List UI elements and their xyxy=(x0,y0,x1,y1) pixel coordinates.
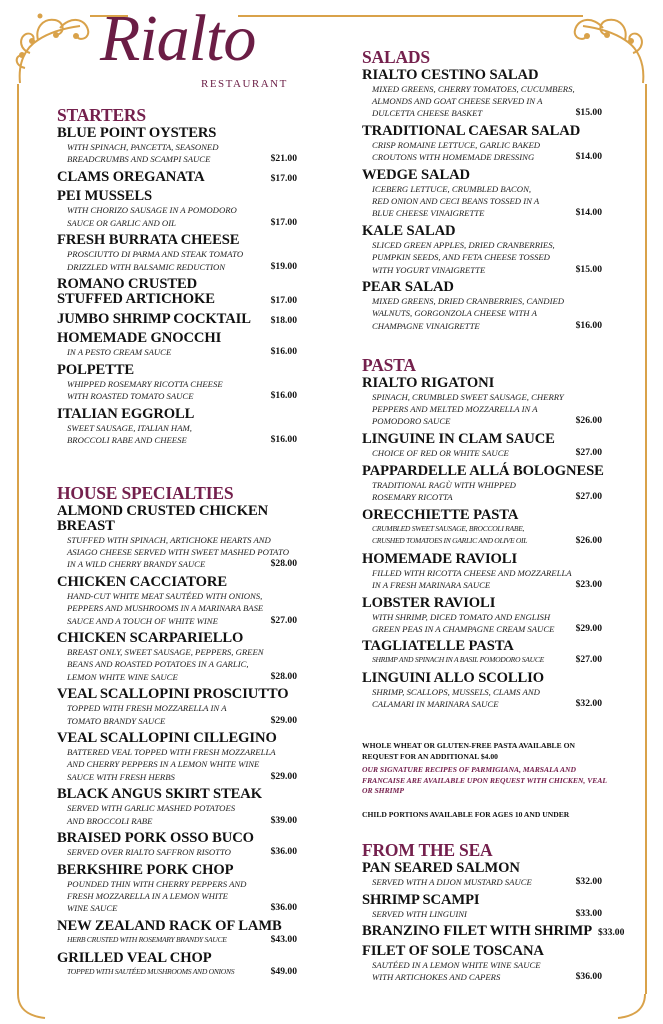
item-name: HOMEMADE RAVIOLI xyxy=(362,550,518,567)
border-right xyxy=(645,84,647,994)
item-price: $14.00 xyxy=(575,151,602,163)
menu-item xyxy=(57,731,299,783)
item-description: HAND-CUT WHITE MEAT SAUTÉED WITH ONIONS, xyxy=(67,591,263,602)
item-price: $29.00 xyxy=(270,714,297,726)
item-price: $26.00 xyxy=(575,415,602,427)
item-description: BREAST ONLY, SWEET SAUSAGE, PEPPERS, GREEN xyxy=(67,647,264,658)
note-gluten-free: WHOLE WHEAT OR GLUTEN-FREE PASTA AVAILABLE ON REQUEST FOR AN ADDITIONAL $4.00 xyxy=(362,741,575,761)
item-description: AND CHERRY PEPPERS IN A LEMON WHITE WINE xyxy=(67,759,260,770)
item-description: LEMON WHITE WINE SAUCE xyxy=(67,671,178,682)
item-price: $29.00 xyxy=(575,622,602,634)
item-name: HOMEMADE GNOCCHI xyxy=(57,330,222,347)
item-name: PEAR SALAD xyxy=(362,279,454,296)
menu-item xyxy=(57,233,299,272)
item-description: BEANS AND ROASTED POTATOES IN A GARLIC, xyxy=(67,659,249,670)
item-description: HERB CRUSTED WITH ROSEMARY BRANDY SAUCE xyxy=(67,935,227,945)
item-price: $32.00 xyxy=(575,876,602,887)
note-signature-recipes: OUR SIGNATURE RECIPES OF PARMIGIANA, MARSALA AND FRANCAISE ARE AVAILABLE UPON REQUEST WITH CHICKEN, VEAL OR SHRIMP xyxy=(362,765,607,795)
note-child-portions: CHILD PORTIONS AVAILABLE FOR AGES 10 AND UNDER xyxy=(362,810,570,819)
item-price: $14.00 xyxy=(575,207,602,219)
item-description: SWEET SAUSAGE, ITALIAN HAM, xyxy=(67,422,192,433)
corner-flourish-icon xyxy=(10,994,50,1024)
section-salads xyxy=(362,48,604,336)
item-description: BROCCOLI RABE AND CHEESE xyxy=(67,435,187,446)
item-name: TRADITIONAL CAESAR SALAD xyxy=(362,123,581,140)
item-price: $32.00 xyxy=(575,698,602,710)
menu-item xyxy=(57,919,299,946)
item-row xyxy=(362,264,604,276)
item-row xyxy=(57,346,299,358)
item-description: FRESH MOZZARELLA IN A LEMON WHITE xyxy=(67,891,228,902)
menu-item xyxy=(57,277,299,307)
item-row xyxy=(57,671,299,683)
menu-item xyxy=(57,312,299,327)
item-name: POLPETTE xyxy=(57,361,135,378)
item-name: SHRIMP SCAMPI xyxy=(362,891,480,908)
item-name: LINGUINE IN CLAM SAUCE xyxy=(362,431,555,448)
item-name: VEAL SCALLOPINI PROSCIUTTO xyxy=(57,686,289,703)
item-description: SAUCE WITH FRESH HERBS xyxy=(67,771,175,782)
item-row xyxy=(362,923,625,940)
section-starters xyxy=(57,106,299,451)
item-name: CHICKEN CACCIATORE xyxy=(57,574,227,591)
logo-wordmark: Rialto xyxy=(100,2,256,75)
item-name: TAGLIATELLE PASTA xyxy=(362,638,514,655)
item-description: POMODORO SAUCE xyxy=(372,416,451,427)
menu-item xyxy=(57,126,299,165)
menu-item xyxy=(57,863,299,915)
item-description: SHRIMP AND SPINACH IN A BASIL POMODORO SAUCE xyxy=(372,655,544,665)
item-name: NEW ZEALAND RACK OF LAMB xyxy=(57,918,282,935)
item-name: KALE SALAD xyxy=(362,223,456,240)
item-name: BRAISED PORK OSSO BUCO xyxy=(57,830,254,847)
item-row xyxy=(362,971,604,983)
item-price: $28.00 xyxy=(270,558,297,570)
item-row xyxy=(57,902,299,914)
menu-item xyxy=(57,189,299,228)
item-description: PEPPERS AND MELTED MOZZARELLA IN A xyxy=(372,404,538,415)
menu-item xyxy=(362,432,604,459)
item-name: BERKSHIRE PORK CHOP xyxy=(57,861,234,878)
item-price: $26.00 xyxy=(575,534,602,546)
item-price: $43.00 xyxy=(270,934,297,946)
item-description: ICEBERG LETTUCE, CRUMBLED BACON, xyxy=(372,184,532,195)
item-row xyxy=(362,623,604,635)
item-description: FILLED WITH RICOTTA CHEESE AND MOZZARELLA xyxy=(372,567,572,578)
menu-item xyxy=(57,687,299,726)
item-row xyxy=(57,715,299,727)
item-name: CHICKEN SCARPARIELLO xyxy=(57,630,244,647)
item-description: WITH SHRIMP, DICED TOMATO AND ENGLISH xyxy=(372,611,551,622)
item-description: ROSEMARY RICOTTA xyxy=(372,492,453,503)
item-name: GRILLED VEAL CHOP xyxy=(57,949,212,966)
item-row xyxy=(362,579,604,591)
item-row xyxy=(57,312,299,327)
section-title: PASTA xyxy=(362,355,416,375)
item-price: $27.00 xyxy=(575,491,602,503)
item-description: SLICED GREEN APPLES, DRIED CRANBERRIES, xyxy=(372,240,555,251)
item-name: ITALIAN EGGROLL xyxy=(57,405,195,422)
menu-item xyxy=(362,224,604,276)
item-row xyxy=(362,107,604,119)
item-name: WEDGE SALAD xyxy=(362,167,470,184)
item-name: PAPPARDELLE ALLÁ BOLOGNESE xyxy=(362,462,604,479)
item-price: $36.00 xyxy=(270,902,297,914)
item-price: $27.00 xyxy=(575,654,602,666)
item-price: $27.00 xyxy=(270,614,297,626)
item-description: MIXED GREENS, CHERRY TOMATOES, CUCUMBERS, xyxy=(372,84,575,94)
item-description: SERVED WITH A DIJON MUSTARD SAUCE xyxy=(372,877,532,887)
menu-item xyxy=(362,596,604,635)
item-row xyxy=(362,535,604,547)
item-description: BREADCRUMBS AND SCAMPI SAUCE xyxy=(67,154,211,165)
item-description: CRISP ROMAINE LETTUCE, GARLIC BAKED xyxy=(372,140,541,151)
item-name: BLUE POINT OYSTERS xyxy=(57,125,217,141)
menu-item xyxy=(57,331,299,358)
item-price: $15.00 xyxy=(575,107,602,119)
item-description: WITH ROASTED TOMATO SAUCE xyxy=(67,391,194,402)
item-name: BLACK ANGUS SKIRT STEAK xyxy=(57,786,262,803)
menu-item xyxy=(57,504,299,571)
item-price: $49.00 xyxy=(270,965,297,977)
item-row xyxy=(57,277,299,307)
item-description: IN A FRESH MARINARA SAUCE xyxy=(372,579,491,590)
menu-item xyxy=(362,464,604,503)
item-description: PUMPKIN SEEDS, AND FETA CHEESE TOSSED xyxy=(372,252,550,263)
item-description: CRUSHED TOMATOES IN GARLIC AND OLIVE OIL xyxy=(372,535,528,545)
item-description: CHOICE OF RED OR WHITE SAUCE xyxy=(372,448,509,459)
item-price: $33.00 xyxy=(598,927,625,939)
item-description: IN A WILD CHERRY BRANDY SAUCE xyxy=(67,559,206,570)
item-row xyxy=(57,558,299,570)
item-price: $18.00 xyxy=(270,314,297,326)
menu-item xyxy=(57,363,299,402)
item-description: TRADITIONAL RAGÙ WITH WHIPPED xyxy=(372,479,516,490)
item-description: SAUCE AND A TOUCH OF WHITE WINE xyxy=(67,615,218,626)
item-description: BATTERED VEAL TOPPED WITH FRESH MOZZARELLA xyxy=(67,747,276,758)
item-row xyxy=(57,153,299,165)
item-name: RIALTO CESTINO SALAD xyxy=(362,67,539,83)
item-price: $17.00 xyxy=(270,295,297,307)
menu-item xyxy=(362,893,604,920)
item-row xyxy=(57,261,299,273)
item-description: SERVED WITH LINGUINI xyxy=(372,908,467,919)
item-price: $29.00 xyxy=(270,770,297,782)
item-row xyxy=(57,390,299,402)
left-column xyxy=(57,0,299,1024)
item-description: CALAMARI IN MARINARA SAUCE xyxy=(372,699,499,710)
item-description: WITH SPINACH, PANCETTA, SEASONED xyxy=(67,142,219,152)
item-description: MIXED GREENS, DRIED CRANBERRIES, CANDIED xyxy=(372,296,565,307)
section-from-the-sea xyxy=(362,840,625,988)
item-row xyxy=(57,434,299,446)
menu-item xyxy=(362,923,625,940)
menu-item xyxy=(362,280,604,332)
item-description: IN A PESTO CREAM SAUCE xyxy=(67,347,172,358)
section-title: SALADS xyxy=(362,47,430,67)
item-description: CHAMPAGNE VINAIGRETTE xyxy=(372,320,480,331)
item-row xyxy=(362,654,604,666)
menu-item xyxy=(362,861,604,888)
item-name: LINGUINI ALLO SCOLLIO xyxy=(362,670,544,687)
item-description: ASIAGO CHEESE SERVED WITH SWEET MASHED POTATO xyxy=(67,547,289,558)
menu-item xyxy=(57,951,299,978)
item-row xyxy=(362,698,604,710)
item-price: $16.00 xyxy=(270,390,297,402)
right-column xyxy=(362,0,625,1024)
item-description: WITH ARTICHOKES AND CAPERS xyxy=(372,972,501,983)
item-name: ALMOND CRUSTED CHICKEN BREAST xyxy=(57,503,269,534)
item-description: ALMONDS AND GOAT CHEESE SERVED IN A xyxy=(372,96,543,107)
item-description: DULCETTA CHEESE BASKET xyxy=(372,108,483,119)
menu-item xyxy=(362,68,604,120)
item-description: WALNUTS, GORGONZOLA CHEESE WITH A xyxy=(372,308,537,319)
item-description: CROUTONS WITH HOMEMADE DRESSING xyxy=(372,152,535,163)
item-description: SERVED OVER RIALTO SAFFRON RISOTTO xyxy=(67,847,231,858)
item-row xyxy=(362,151,604,163)
item-row xyxy=(362,320,604,332)
item-name: LOBSTER RAVIOLI xyxy=(362,594,496,611)
menu-item xyxy=(57,170,299,185)
item-name: ROMANO CRUSTED STUFFED ARTICHOKE xyxy=(57,276,215,308)
item-name: JUMBO SHRIMP COCKTAIL xyxy=(57,310,251,327)
section-title: STARTERS xyxy=(57,105,146,125)
section-pasta xyxy=(362,356,604,715)
item-price: $15.00 xyxy=(575,263,602,275)
menu-item xyxy=(362,168,604,220)
item-price: $27.00 xyxy=(575,447,602,459)
item-price: $28.00 xyxy=(270,670,297,682)
menu-item xyxy=(57,787,299,826)
item-row xyxy=(57,217,299,229)
menu-item xyxy=(362,376,604,428)
item-row xyxy=(57,966,299,978)
item-name: RIALTO RIGATONI xyxy=(362,375,495,391)
menu-item xyxy=(362,124,604,163)
item-description: AND BROCCOLI RABE xyxy=(67,815,153,826)
item-name: CLAMS OREGANATA xyxy=(57,168,205,185)
item-description: STUFFED WITH SPINACH, ARTICHOKE HEARTS AND xyxy=(67,535,271,545)
menu-item xyxy=(362,671,604,710)
item-description: SAUTÉED IN A LEMON WHITE WINE SAUCE xyxy=(372,959,541,970)
item-name: FILET OF SOLE TOSCANA xyxy=(362,942,544,959)
item-name: FRESH BURRATA CHEESE xyxy=(57,232,240,249)
menu-item xyxy=(362,944,604,983)
item-description: PEPPERS AND MUSHROOMS IN A MARINARA BASE xyxy=(67,603,264,614)
item-description: RED ONION AND CECI BEANS TOSSED IN A xyxy=(372,196,540,207)
item-description: TOPPED WITH FRESH MOZZARELLA IN A xyxy=(67,703,227,714)
item-price: $17.00 xyxy=(270,172,297,184)
item-row xyxy=(362,415,604,427)
item-row xyxy=(362,207,604,219)
item-name: ORECCHIETTE PASTA xyxy=(362,506,519,523)
menu-item xyxy=(57,831,299,858)
item-name: PEI MUSSELS xyxy=(57,188,153,205)
item-row xyxy=(57,771,299,783)
item-row xyxy=(362,876,604,888)
item-price: $36.00 xyxy=(575,971,602,983)
menu-item xyxy=(57,407,299,446)
menu-item xyxy=(362,552,604,591)
item-name: BRANZINO FILET WITH SHRIMP xyxy=(362,923,593,940)
item-description: CRUMBLED SWEET SAUSAGE, BROCCOLI RABE, xyxy=(372,523,525,533)
logo-subtitle: RESTAURANT xyxy=(201,78,288,90)
item-description: SHRIMP, SCALLOPS, MUSSELS, CLAMS AND xyxy=(372,687,540,698)
item-row xyxy=(362,447,604,459)
item-row xyxy=(57,815,299,827)
item-description: SAUCE OR GARLIC AND OIL xyxy=(67,217,176,228)
item-description: WHIPPED ROSEMARY RICOTTA CHEESE xyxy=(67,378,223,389)
item-price: $33.00 xyxy=(575,907,602,919)
item-name: PAN SEARED SALMON xyxy=(362,860,520,876)
item-description: WITH YOGURT VINAIGRETTE xyxy=(372,264,486,275)
menu-item xyxy=(362,639,604,666)
item-price: $21.00 xyxy=(270,153,297,165)
section-title: FROM THE SEA xyxy=(362,840,493,860)
item-description: WINE SAUCE xyxy=(67,903,118,914)
menu-item xyxy=(57,631,299,683)
item-price: $16.00 xyxy=(575,319,602,331)
border-left xyxy=(17,84,19,994)
section-title: HOUSE SPECIALTIES xyxy=(57,483,234,503)
item-price: $19.00 xyxy=(270,260,297,272)
menu-item xyxy=(362,508,604,547)
item-row xyxy=(362,908,604,920)
item-price: $16.00 xyxy=(270,346,297,358)
item-description: PROSCIUTTO DI PARMA AND STEAK TOMATO xyxy=(67,249,244,260)
item-name: VEAL SCALLOPINI CILLEGINO xyxy=(57,730,277,747)
item-price: $23.00 xyxy=(575,578,602,590)
item-price: $39.00 xyxy=(270,814,297,826)
item-description: DRIZZLED WITH BALSAMIC REDUCTION xyxy=(67,261,226,272)
item-description: TOPPED WITH SAUTÉED MUSHROOMS AND ONIONS xyxy=(67,966,235,976)
item-price: $17.00 xyxy=(270,216,297,228)
menu-item xyxy=(57,575,299,627)
item-row xyxy=(57,170,299,185)
item-description: SERVED WITH GARLIC MASHED POTATOES xyxy=(67,803,236,814)
item-description: WITH CHORIZO SAUSAGE IN A POMODORO xyxy=(67,205,237,216)
item-description: GREEN PEAS IN A CHAMPAGNE CREAM SAUCE xyxy=(372,623,555,634)
item-description: TOMATO BRANDY SAUCE xyxy=(67,715,166,726)
item-price: $16.00 xyxy=(270,434,297,446)
item-price: $36.00 xyxy=(270,846,297,858)
item-description: POUNDED THIN WITH CHERRY PEPPERS AND xyxy=(67,878,247,889)
item-description: BLUE CHEESE VINAIGRETTE xyxy=(372,208,485,219)
section-house-specialties xyxy=(57,484,299,982)
corner-flourish-icon xyxy=(613,994,653,1024)
item-description: SPINACH, CRUMBLED SWEET SAUSAGE, CHERRY xyxy=(372,392,564,402)
item-row xyxy=(57,615,299,627)
item-row xyxy=(57,934,299,946)
item-row xyxy=(362,491,604,503)
item-row xyxy=(57,846,299,858)
